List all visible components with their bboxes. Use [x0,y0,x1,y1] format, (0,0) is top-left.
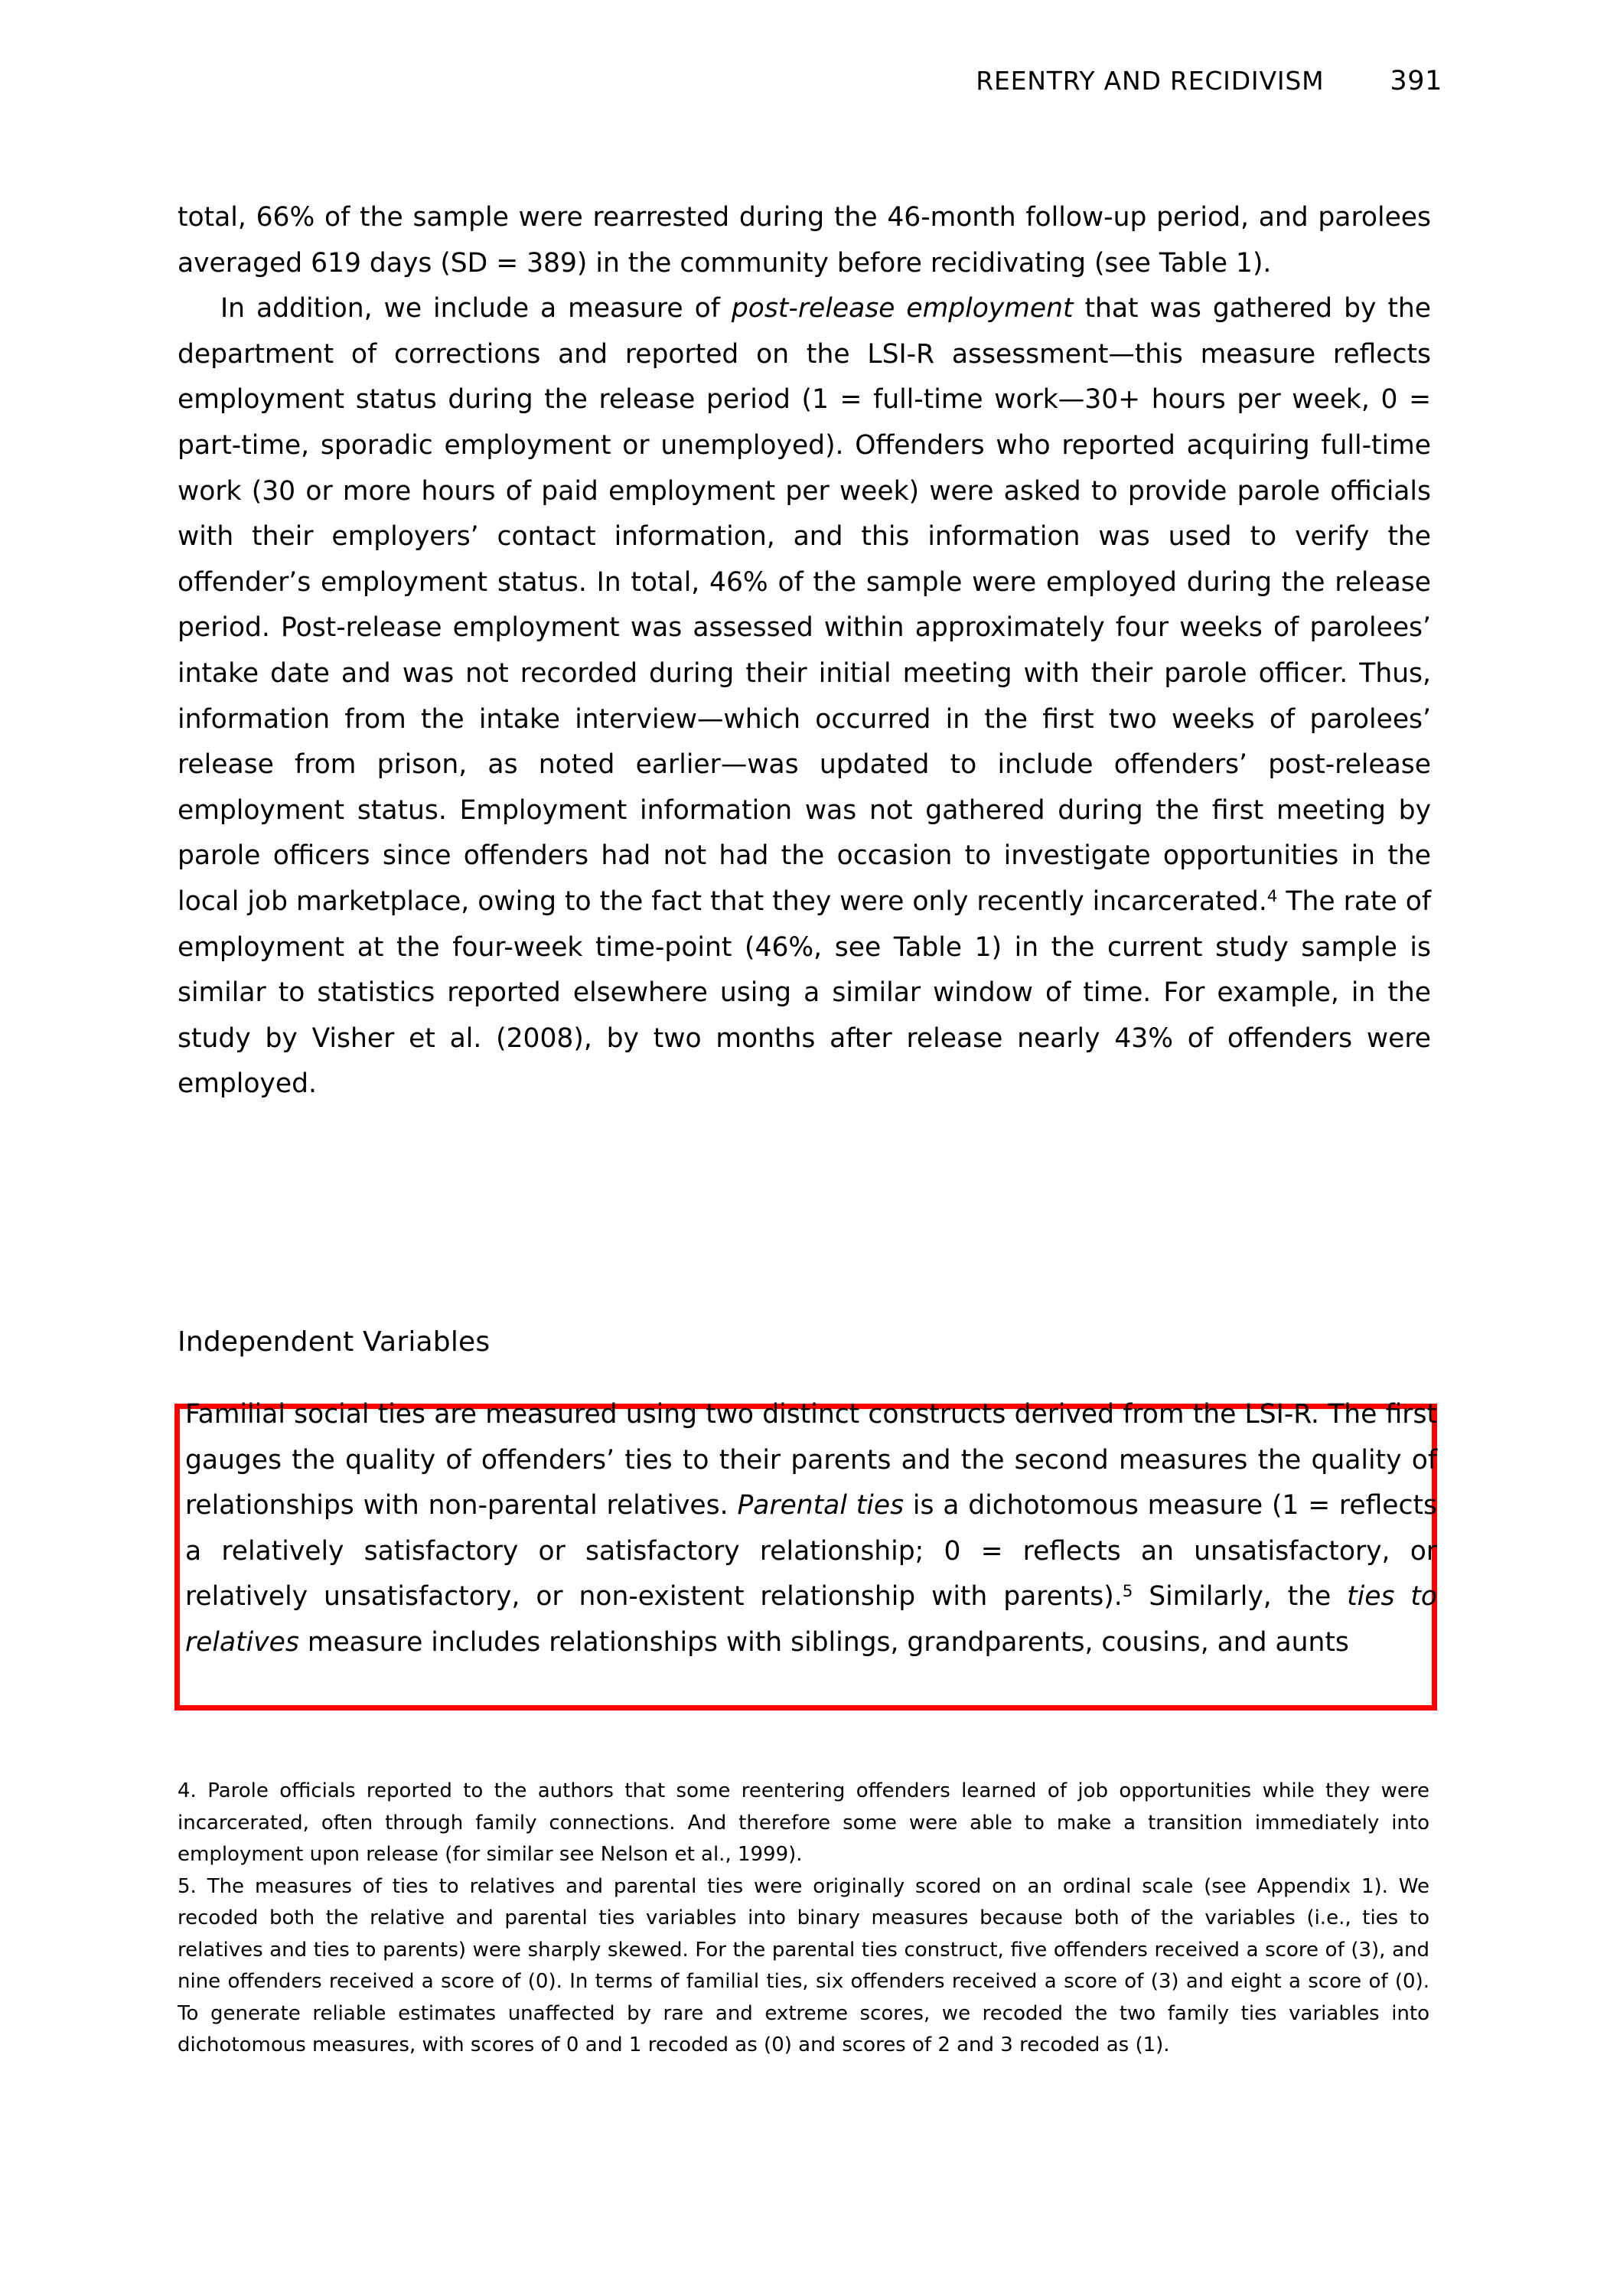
footnote-marker-4: 4 [1266,886,1278,906]
paragraph-text-segment: In addition, we include a measure of [220,293,732,325]
paragraph-text-segment: that was gathered by the department of corrections and reported on the LSI-R assessment—this measure reflects employment status during the release period (1 = full-time work—30+ hours per week, 0 = part-time, sporadic employment or unemployed). Offenders who reported acquiring full-time work (30 or more hours of paid employment per week) were asked to provide parole officials with their employers’ contact information, and this information was used to verify the offender’s employment status. In total, 46% of the sample were employed during the release period. Post-release employment was assessed within approximately four weeks of parolees’ intake date and was not recorded during their initial meeting with their parole officer. Thus, information from the intake interview—which occurred in the first two weeks of parolees’ release from prison, as noted earlier—was updated to include offenders’ post-release employment status. Employment information was not gathered during the first meeting by parole officers since offenders had not had the occasion to investigate opportunities in the local job marketplace, owing to the fact that they were only recently incarcerated. [178,293,1431,917]
paragraph-text-segment: is a dichotomous measure (1 = reflects a relatively satisfactory or satisfactory relationship; 0 = reflects an unsatisfactory, or relatively unsatisfactory, or non-existent relationship with parents). [185,1490,1438,1613]
body-column [178,195,1431,1107]
red-highlight-box [174,1399,1438,1711]
page-number: 391 [1390,66,1442,96]
section-heading-independent-variables: Independent Variables [178,1326,491,1358]
running-head-title: REENTRY AND RECIDIVISM [976,66,1325,96]
footnote-item: 5. The measures of ties to relatives and parental ties were originally scored on an ordinal scale (see Appendix 1). We recoded both the relative and parental ties variables into binary measures because both of the variables (i.e., ties to relatives and ties to parents) were sharply skewed. For the parental ties construct, five offenders received a score of (3), and nine offenders received a score of (0). In terms of familial ties, six offenders received a score of (3) and eight a score of (0). To generate reliable estimates unaffected by rare and extreme scores, we recoded the two family ties variables into dichotomous measures, with scores of 0 and 1 recoded as (0) and scores of 2 and 3 recoded as (1). [178,1874,1429,2056]
paragraph-post-release-employment [178,286,1431,1107]
highlight-box-content [185,1392,1437,1666]
paragraph-text-segment: measure includes relationships with siblings, grandparents, cousins, and aunts [298,1626,1349,1658]
footnote-marker-5: 5 [1122,1582,1133,1602]
paragraph-continuation: total, 66% of the sample were rearrested during the 46-month follow-up period, and parolees averaged 619 days (SD = 389) in the community before recidivating (see Table 1). [178,202,1431,279]
footnote-item: 4. Parole officials reported to the authors that some reentering offenders learned of job opportunities while they were incarcerated, often through family connections. And therefore some were able to make a transition immediately into employment upon release (for similar see Nelson et al., 1999). [178,1779,1429,1866]
italic-term-post-release-employment: post-release employment [731,293,1074,325]
italic-term-parental-ties: Parental ties [737,1490,905,1521]
paragraph-familial-social-ties [185,1392,1437,1666]
paragraph-text-segment: Similarly, the [1133,1581,1348,1613]
paragraph-text-segment: The rate of employment at the four-week time-point (46%, see Table 1) in the current study sample is similar to statistics reported elsewhere using a similar window of time. For example, in the study by Visher et al. (2008), by two months after release nearly 43% of offenders were employed. [178,885,1431,1100]
footnotes-block [178,1776,1429,2062]
running-head [176,66,1442,96]
italic-term-ties-to-relatives: ties to relatives [185,1581,1437,1658]
paragraph-text-segment: Familial social ties are measured using two distinct constructs derived from the LSI-R. The first gauges the quality of offenders’ ties to their parents and the second measures the quality of relationships with non-parental relatives. [185,1399,1437,1521]
